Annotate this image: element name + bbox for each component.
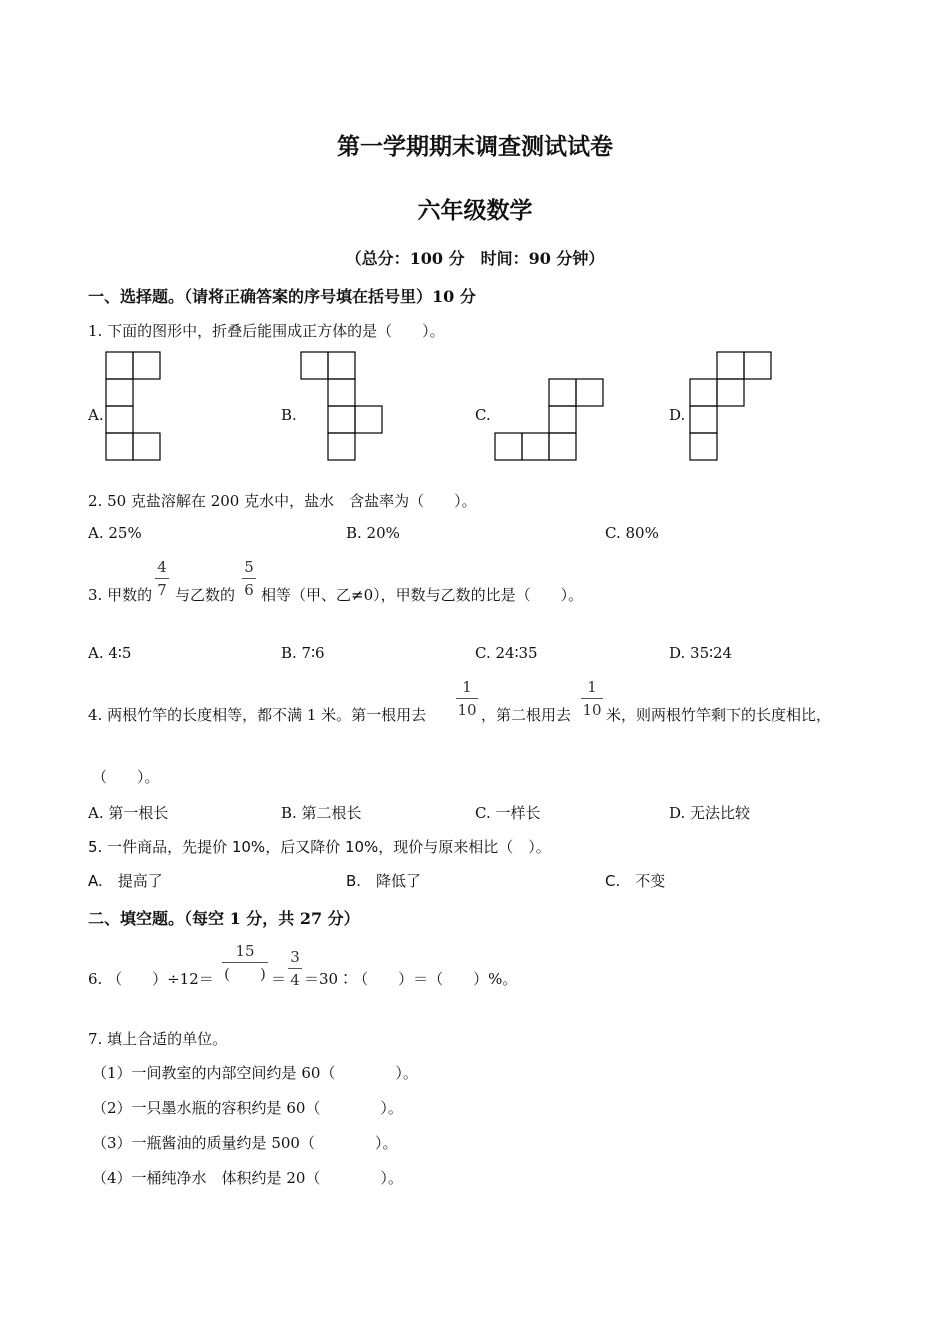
q6-frac1-den: ( ) [224,965,266,983]
section-heading-choice: 一、选择题。（请将正确答案的序号填在括号里）10 分 [88,287,476,306]
question-7-text: 7. 填上合适的单位。 [88,1030,228,1048]
q3-option-a: A. 4∶5 [88,644,132,662]
question-6-prefix: 6. （ ）÷12＝ [88,970,214,988]
q3-frac2-num: 5 [244,558,254,576]
q3-fraction-5-6 [242,558,256,599]
q5-option-a: A. 提高了 [88,872,163,890]
question-4-middle: ，第二根用去 [481,706,572,724]
q6-frac2-num: 3 [290,948,300,966]
q7-item-1: （1）一间教室的内部空间约是 60（ ）。 [92,1064,418,1082]
q3-frac1-den: 7 [157,581,167,599]
q4-option-c: C. 一样长 [475,804,541,822]
q2-option-b: B. 20% [346,524,400,542]
q4-fraction-1-10-b [581,678,603,719]
q4-option-b: B. 第二根长 [281,804,362,822]
cube-net-a [106,352,162,460]
cube-net-d [690,352,772,460]
q4-frac1-num: 1 [462,678,472,696]
q7-item-2: （2）一只墨水瓶的容积约是 60（ ）。 [92,1099,403,1117]
q4-frac2-den: 10 [582,701,602,719]
cube-net-c [495,379,603,460]
q1-option-c-label: C. [475,406,491,424]
q4-fraction-1-10-a [456,678,478,719]
q4-option-a: A. 第一根长 [88,804,169,822]
q1-option-a-label: A. [88,406,104,424]
q4-option-d: D. 无法比较 [669,804,751,822]
q6-fraction-15-blank [222,942,268,983]
question-4-prefix: 4. 两根竹竿的长度相等，都不满 1 米。第一根用去 [88,706,427,724]
q6-frac2-den: 4 [290,971,300,989]
question-4-blank: （ ）。 [92,768,160,786]
q5-option-c: C. 不变 [605,872,666,890]
question-1-text: 1. 下面的图形中，折叠后能围成正方体的是（ ）。 [88,322,445,340]
section-heading-fill: 二、填空题。（每空 1 分，共 27 分） [88,909,360,928]
q7-item-3: （3）一瓶酱油的质量约是 500（ ）。 [92,1134,398,1152]
q5-option-b: B. 降低了 [346,872,422,890]
q3-fraction-4-7 [155,558,169,599]
q4-frac2-num: 1 [587,678,597,696]
question-5-text: 5. 一件商品，先提价 10%，后又降价 10%，现价与原来相比（ ）。 [88,838,551,856]
question-3-suffix: 相等（甲、乙≠0），甲数与乙数的比是（ ）。 [261,586,584,604]
exam-meta: （总分：100 分 时间：90 分钟） [345,249,605,268]
q7-item-4: （4）一桶纯净水 体积约是 20（ ）。 [92,1169,403,1187]
q4-frac1-den: 10 [457,701,477,719]
question-6-suffix: ＝30∶（ ）＝（ ）%。 [304,970,518,988]
question-2-text: 2. 50 克盐溶解在 200 克水中，盐水 含盐率为（ ）。 [88,492,477,510]
q3-option-d: D. 35∶24 [669,644,733,662]
question-3-prefix: 3. 甲数的 [88,586,153,604]
q1-option-d-label: D. [669,406,686,424]
page-subtitle: 六年级数学 [417,197,533,224]
page-title: 第一学期期末调查测试试卷 [337,133,613,160]
q3-frac1-num: 4 [157,558,167,576]
q3-option-c: C. 24∶35 [475,644,538,662]
question-3-middle: 与乙数的 [175,586,236,604]
question-6-equals: ＝ [271,970,287,988]
q3-option-b: B. 7∶6 [281,644,325,662]
q6-frac1-num: 15 [235,942,255,960]
question-4-suffix: 米，则两根竹竿剩下的长度相比， [606,706,832,724]
cube-net-b [301,352,383,460]
q1-option-b-label: B. [281,406,297,424]
q3-frac2-den: 6 [244,581,254,599]
q6-fraction-3-4 [288,948,302,989]
q2-option-c: C. 80% [605,524,659,542]
q2-option-a: A. 25% [88,524,142,542]
